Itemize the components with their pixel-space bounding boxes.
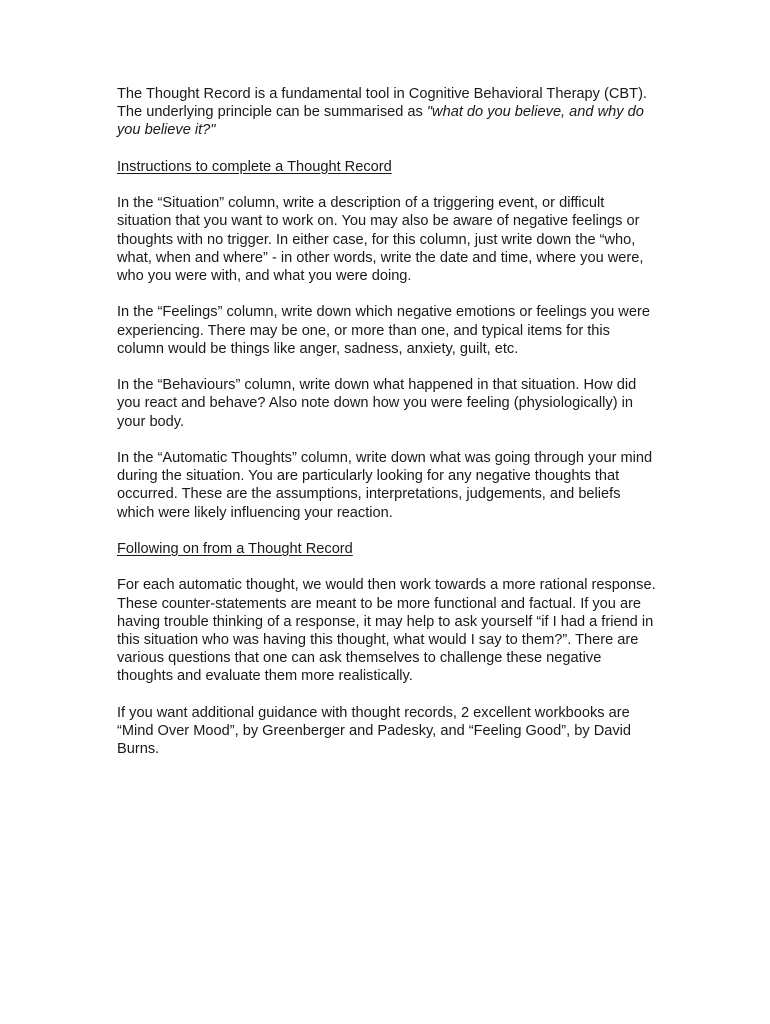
feelings-paragraph: In the “Feelings” column, write down which negative emotions or feelings you were experiencing. There may be one, or more than one, and typical items for this column would be things like anger, sadness, anxiety, guilt, etc. [117, 304, 650, 357]
situation-paragraph: In the “Situation” column, write a description of a triggering event, or difficult situation that you want to work on. You may also be aware of negative feelings or thoughts with no trigger. In either case, for this column, just write down the “who, what, when and where” - in other words, write the date and time, where you were, who you were with, and what you were doing. [117, 195, 644, 284]
automatic-thoughts-paragraph: In the “Automatic Thoughts” column, write down what was going through your mind during the situation. You are particularly looking for any negative thoughts that occurred. These are the assumptions, interpretations, judgements, and beliefs which were likely influencing your reaction. [117, 449, 653, 521]
following-heading: Following on from a Thought Record [117, 540, 353, 557]
rational-response-paragraph: For each automatic thought, we would then work towards a more rational response. These counter-statements are meant to be more functional and factual. If you are having trouble thinking of a response, it may help to ask yourself “if I had a friend in this situation who was having this thought, what would I say to them?”. There are various questions that one can ask themselves to challenge these negative thoughts and evaluate them more realistically. [117, 577, 656, 685]
guidance-paragraph: If you want additional guidance with thought records, 2 excellent workbooks are “Mind Over Mood”, by Greenberger and Padesky, and “Feeling Good”, by David Burns. [117, 704, 632, 758]
intro-paragraph [117, 85, 657, 140]
behaviours-paragraph: In the “Behaviours” column, write down what happened in that situation. How did you react and behave? Also note down how you were feeling (physiologically) in your body. [117, 377, 637, 430]
intro-text: The Thought Record is a fundamental tool in Cognitive Behavioral Therapy (CBT). The underlying principle can be summarised as [117, 86, 647, 121]
intro-quote: "what do you believe, and why do you believe it?" [117, 104, 644, 139]
instructions-heading: Instructions to complete a Thought Record [117, 158, 392, 175]
document-page [117, 85, 657, 777]
